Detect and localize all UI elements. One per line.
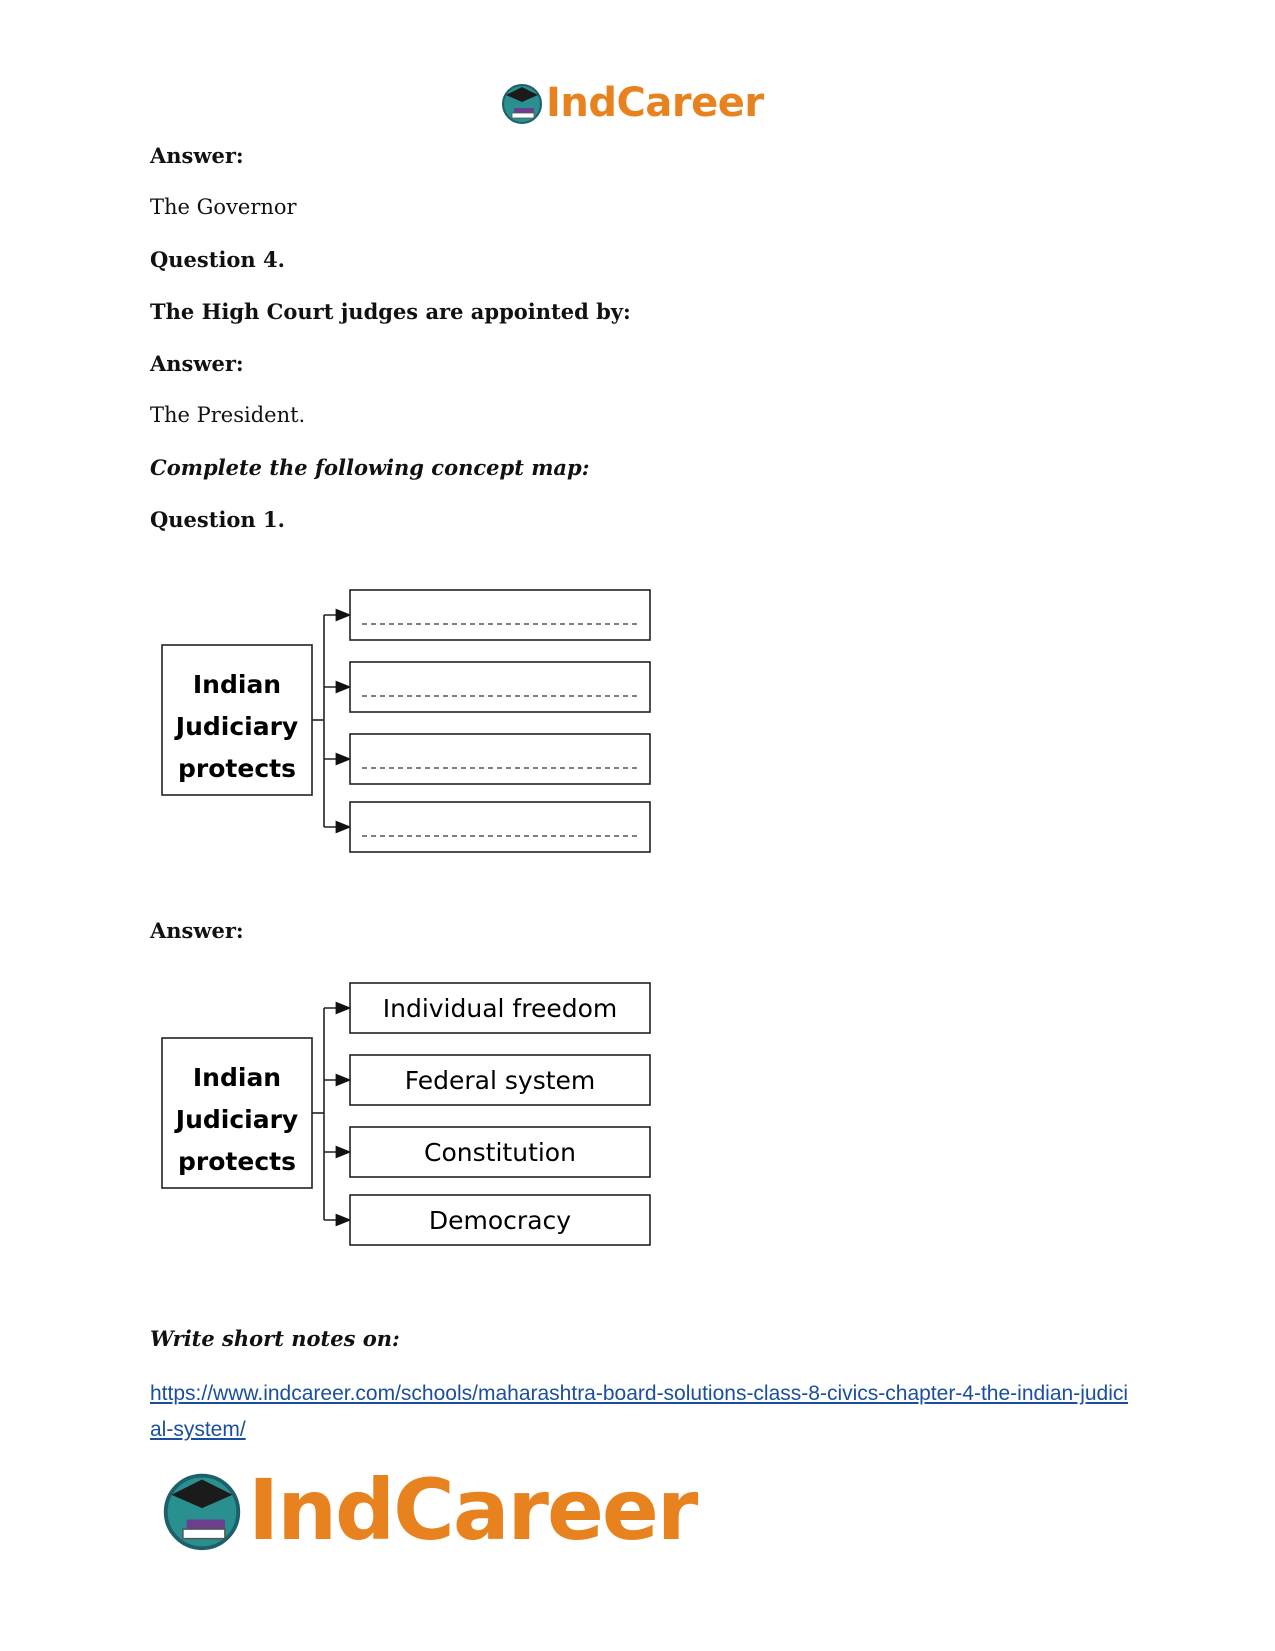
branch-box-blank: [350, 590, 650, 640]
branch-label: Federal system: [404, 1066, 596, 1095]
branch-label: Democracy: [428, 1206, 572, 1235]
concept-map-diagram: [150, 968, 670, 1258]
concept-map-blank: [150, 575, 670, 865]
center-label-line: Indian: [192, 670, 282, 699]
source-link[interactable]: https://www.indcareer.com/schools/maharashtra-board-solutions-class-8-civics-chapter-4-the-indian-judicial-system/: [150, 1382, 1129, 1441]
branch-box-blank: [350, 802, 650, 852]
answer-label: Answer:: [150, 918, 244, 943]
center-label-line: Indian: [192, 1063, 282, 1092]
answer-label: Answer:: [150, 351, 244, 376]
center-label-line: Judiciary: [175, 712, 299, 741]
branch-box-blank: [350, 734, 650, 784]
answer-text: The President.: [150, 403, 306, 427]
question-text: The High Court judges are appointed by:: [150, 299, 631, 324]
branch-box-blank: [350, 662, 650, 712]
concept-map-answer: [150, 968, 670, 1258]
center-label-line: protects: [178, 754, 296, 783]
graduation-globe-icon: [160, 1468, 244, 1552]
branch-label: Constitution: [424, 1138, 576, 1167]
section-heading: Complete the following concept map:: [150, 455, 590, 480]
section-heading: Write short notes on:: [150, 1326, 400, 1351]
center-label-line: protects: [178, 1147, 296, 1176]
logo-text: IndCareer: [248, 1461, 697, 1559]
graduation-globe-icon: [500, 81, 544, 125]
center-label-line: Judiciary: [175, 1105, 299, 1134]
logo-text: IndCareer: [546, 80, 764, 126]
footer-logo: [160, 1461, 697, 1559]
question-number: Question 1.: [150, 507, 285, 532]
header-logo: [500, 78, 764, 128]
answer-text: The Governor: [150, 195, 297, 219]
question-number: Question 4.: [150, 247, 285, 272]
branch-label: Individual freedom: [382, 994, 618, 1023]
answer-label: Answer:: [150, 143, 244, 168]
concept-map-diagram: [150, 575, 670, 865]
